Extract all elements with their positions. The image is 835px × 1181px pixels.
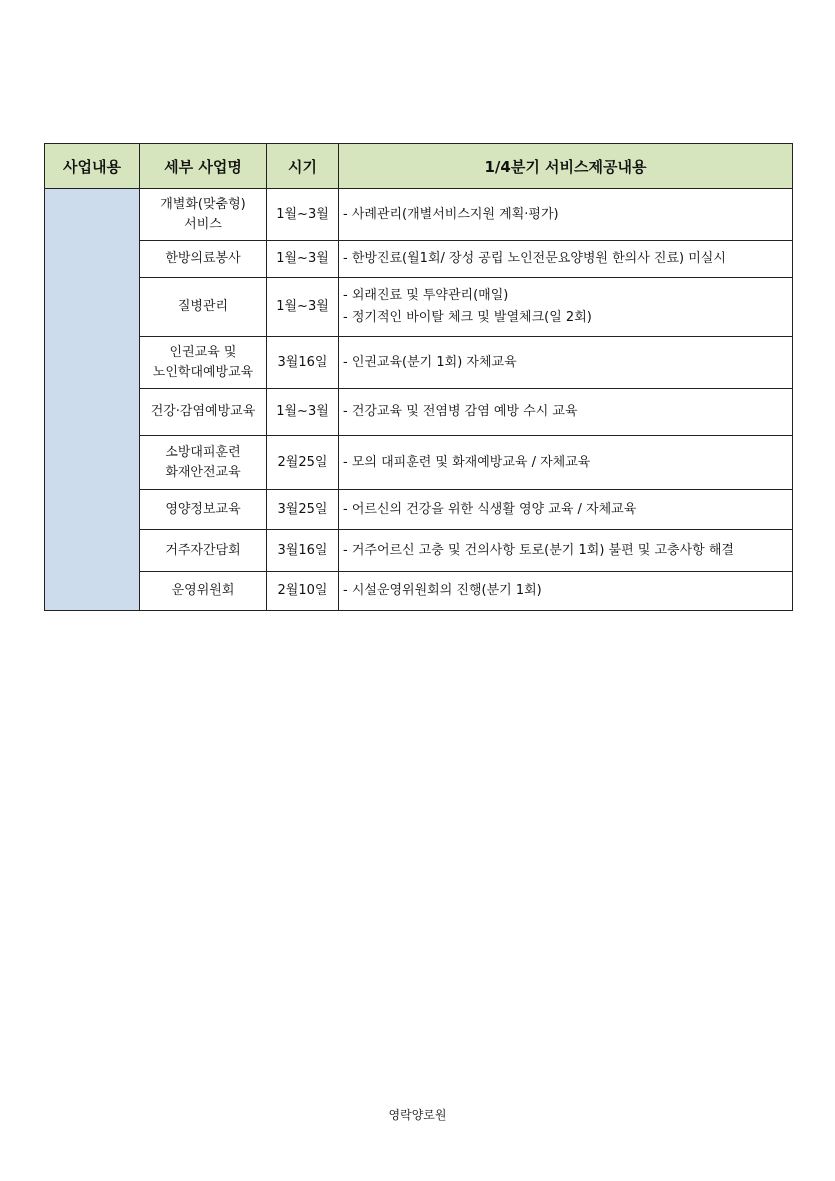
detail-name-cell (140, 436, 267, 490)
table-row (45, 436, 793, 490)
table-header-row (45, 144, 793, 189)
table-row (45, 241, 793, 278)
detail-name-line: 개별화(맞춤형) (160, 196, 246, 212)
detail-name-line: 화재안전교육 (165, 464, 241, 480)
header-content: 1/4분기 서비스제공내용 (339, 144, 793, 189)
table-row (45, 278, 793, 337)
content-line: - 거주어르신 고충 및 건의사항 토로(분기 1회) 불편 및 고충사항 해결 (343, 542, 734, 558)
detail-name-line: 소방대피훈련 (165, 444, 241, 460)
content-cell (339, 436, 793, 490)
detail-name-line: 노인학대예방교육 (152, 364, 254, 380)
content-cell (339, 337, 793, 389)
content-cell (339, 530, 793, 572)
content-cell (339, 389, 793, 436)
content-line: - 한방진료(월1회/ 장성 공립 노인전문요양병원 한의사 진료) 미실시 (343, 251, 726, 266)
content-line: - 건강교육 및 전염병 감염 예방 수시 교육 (343, 404, 578, 419)
table-row (45, 530, 793, 572)
table-row (45, 389, 793, 436)
content-cell (339, 490, 793, 530)
period-cell: 2월25일 (267, 436, 339, 490)
detail-name-cell (140, 572, 267, 611)
content-line: - 인권교육(분기 1회) 자체교육 (343, 354, 517, 370)
content-cell (339, 278, 793, 337)
category-cell (45, 189, 140, 611)
content-cell (339, 189, 793, 241)
content-line: - 모의 대피훈련 및 화재예방교육 / 자체교육 (343, 454, 591, 470)
period-cell: 3월16일 (267, 337, 339, 389)
content-line: - 어르신의 건강을 위한 식생활 영양 교육 / 자체교육 (343, 501, 637, 517)
content-line: - 시설운영위원회의 진행(분기 1회) (343, 583, 542, 598)
period-cell: 1월~3월 (267, 241, 339, 278)
content-cell (339, 241, 793, 278)
detail-name-line: 한방의료봉사 (165, 251, 241, 266)
table-row (45, 337, 793, 389)
content-line: - 사례관리(개별서비스지원 계획·평가) (343, 206, 559, 222)
period-cell: 3월25일 (267, 490, 339, 530)
detail-name-cell (140, 337, 267, 389)
content-line: - 외래진료 및 투약관리(매일) (343, 288, 509, 303)
header-detail: 세부 사업명 (140, 144, 267, 189)
period-cell: 1월~3월 (267, 189, 339, 241)
detail-name-line: 건강·감염예방교육 (150, 404, 256, 419)
detail-name-cell (140, 490, 267, 530)
table-row (45, 572, 793, 611)
detail-name-line: 거주자간담회 (165, 542, 241, 558)
detail-name-line: 질병관리 (177, 299, 229, 314)
table-row (45, 189, 793, 241)
service-schedule-table (44, 143, 793, 611)
detail-name-cell (140, 530, 267, 572)
header-period: 시기 (267, 144, 339, 189)
period-cell: 3월16일 (267, 530, 339, 572)
detail-name-cell (140, 189, 267, 241)
detail-name-line: 인권교육 및 (169, 344, 237, 360)
content-cell (339, 572, 793, 611)
period-cell: 1월~3월 (267, 278, 339, 337)
content-line: - 정기적인 바이탈 체크 및 발열체크(일 2회) (343, 310, 592, 325)
detail-name-line: 영양정보교육 (165, 501, 241, 517)
period-cell: 2월10일 (267, 572, 339, 611)
period-cell: 1월~3월 (267, 389, 339, 436)
detail-name-line: 운영위원회 (171, 583, 235, 598)
detail-name-cell (140, 278, 267, 337)
detail-name-cell (140, 241, 267, 278)
header-category: 사업내용 (45, 144, 140, 189)
detail-name-line: 서비스 (184, 216, 222, 232)
detail-name-cell (140, 389, 267, 436)
table-row (45, 490, 793, 530)
footer-org-name: 영락양로원 (388, 1108, 447, 1122)
